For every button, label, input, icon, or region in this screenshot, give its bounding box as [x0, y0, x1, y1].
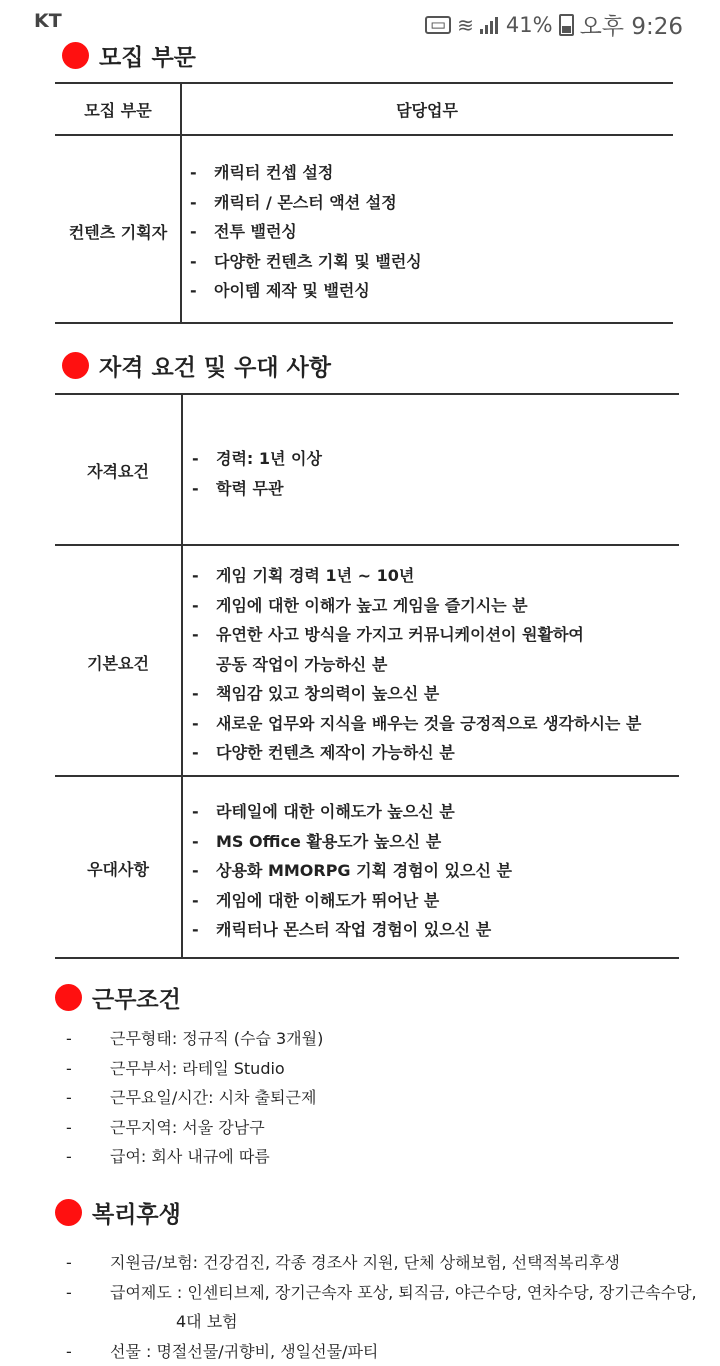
table-divider [181, 393, 183, 958]
table-top-rule [55, 393, 679, 395]
wifi-icon: ≋ [457, 13, 474, 37]
list-item: - 게임 기획 경력 1년 ~ 10년 [192, 561, 672, 591]
list-item: - 지원금/보험: 건강검진, 각종 경조사 지원, 단체 상해보험, 선택적복리후생 [66, 1248, 706, 1278]
list-item: - 캐릭터 컨셉 설정 [190, 158, 660, 188]
list-item: - 전투 밸런싱 [190, 217, 660, 247]
section-qualifications-title: 자격 요건 및 우대 사항 [62, 349, 331, 382]
list-item: - 다양한 컨텐츠 제작이 가능하신 분 [192, 738, 672, 768]
status-icons [425, 8, 683, 41]
list-item: - 유연한 사고 방식을 가지고 커뮤니케이션이 원활하여 [192, 620, 672, 650]
battery-icon [559, 14, 574, 36]
list-item: - MS Office 활용도가 높으신 분 [192, 827, 672, 857]
row-label-qualifications: 자격요건 [55, 459, 181, 482]
preferred-list [192, 797, 672, 945]
benefits-list [66, 1248, 706, 1366]
list-item: - 캐릭터나 몬스터 작업 경험이 있으신 분 [192, 915, 672, 945]
list-item: - 학력 무관 [192, 474, 672, 504]
table-top-rule [55, 82, 673, 84]
basic-requirements-list [192, 561, 672, 768]
qualification-list [192, 444, 672, 503]
list-item: - 게임에 대한 이해가 높고 게임을 즐기시는 분 [192, 591, 672, 621]
table-divider [180, 82, 182, 323]
list-item: - 상용화 MMORPG 기획 경험이 있으신 분 [192, 856, 672, 886]
table-bottom-rule [55, 957, 679, 959]
list-item: - 책임감 있고 창의력이 높으신 분 [192, 679, 672, 709]
red-dot-icon [62, 42, 89, 69]
conditions-list [66, 1024, 666, 1172]
row-label-basic: 기본요건 [55, 651, 181, 674]
list-item: - 라테일에 대한 이해도가 높으신 분 [192, 797, 672, 827]
list-item: - 급여: 회사 내규에 따름 [66, 1142, 666, 1172]
red-dot-icon [55, 1199, 82, 1226]
list-item: - 근무부서: 라테일 Studio [66, 1054, 666, 1084]
table-header-left: 모집 부문 [55, 98, 181, 121]
section-benefits-title: 복리후생 [55, 1196, 181, 1229]
list-item: - 다양한 컨텐츠 기획 및 밸런싱 [190, 247, 660, 277]
list-item: - 근무요일/시간: 시차 출퇴근제 [66, 1083, 666, 1113]
table-header-right: 담당업무 [181, 98, 673, 121]
carrier-label: KT [34, 10, 62, 32]
list-item: - 게임에 대한 이해도가 뛰어난 분 [192, 886, 672, 916]
status-bar [0, 0, 720, 40]
battery-percent: 41% [506, 13, 553, 37]
list-item-continuation: 공동 작업이 가능하신 분 [192, 650, 672, 680]
row-rule [55, 544, 679, 546]
list-item: - 근무지역: 서울 강남구 [66, 1113, 666, 1143]
table-bottom-rule [55, 322, 673, 324]
list-item: - 경력: 1년 이상 [192, 444, 672, 474]
message-icon: ▭ [425, 16, 451, 34]
red-dot-icon [55, 984, 82, 1011]
signal-icon [480, 16, 500, 34]
list-item: - 선물 : 명절선물/귀향비, 생일선물/파티 [66, 1337, 706, 1366]
clock: 오후 9:26 [580, 8, 683, 41]
section-recruit-title: 모집 부문 [62, 39, 196, 72]
list-item: - 급여제도 : 인센티브제, 장기근속자 포상, 퇴직금, 야근수당, 연차수당, 장기근속수당, [66, 1278, 706, 1308]
list-item: - 캐릭터 / 몬스터 액션 설정 [190, 188, 660, 218]
table-header-rule [55, 134, 673, 136]
list-item: - 근무형태: 정규직 (수습 3개월) [66, 1024, 666, 1054]
duty-list [190, 158, 660, 306]
row-rule [55, 775, 679, 777]
section-conditions-title: 근무조건 [55, 981, 181, 1014]
row-label-preferred: 우대사항 [55, 857, 181, 880]
role-label: 컨텐츠 기획자 [55, 220, 181, 243]
list-item: - 아이템 제작 및 밸런싱 [190, 276, 660, 306]
red-dot-icon [62, 352, 89, 379]
list-item: - 새로운 업무와 지식을 배우는 것을 긍정적으로 생각하시는 분 [192, 709, 672, 739]
list-item-continuation: 4대 보험 [66, 1307, 706, 1337]
